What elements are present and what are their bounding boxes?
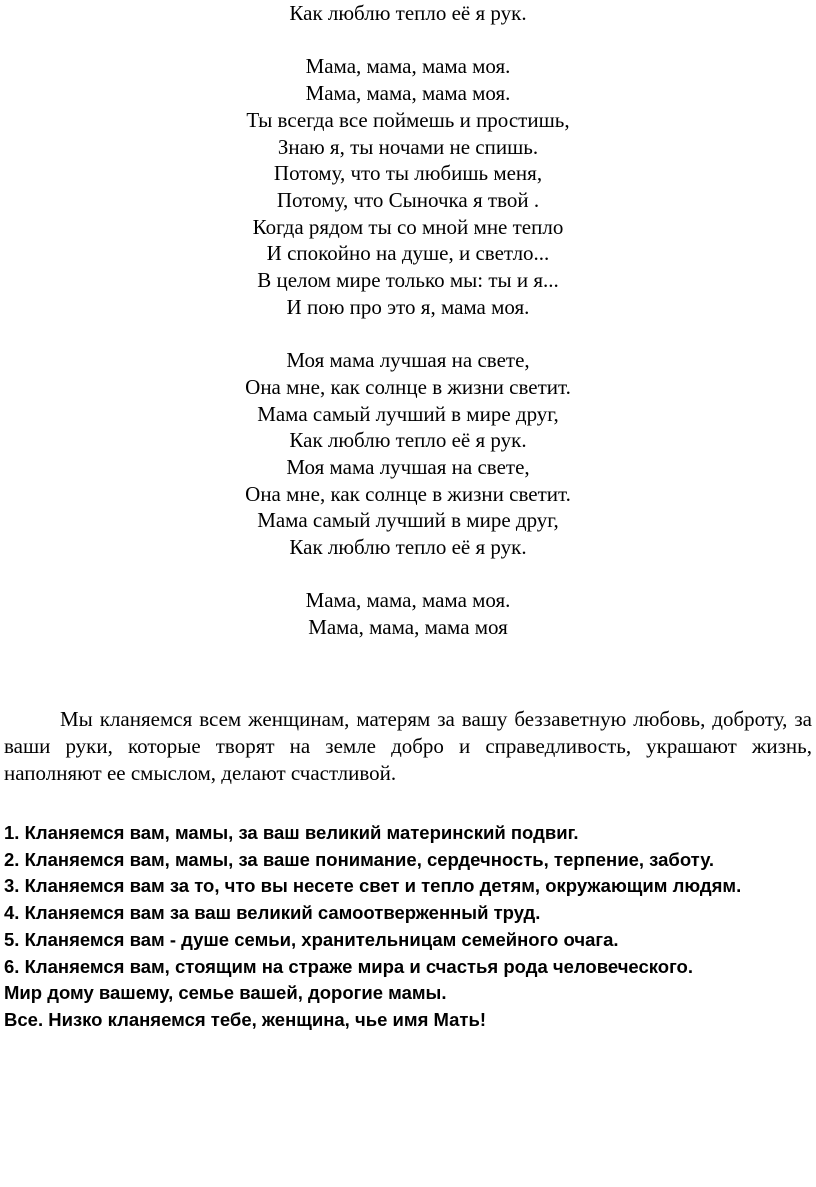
poem-line: Моя мама лучшая на свете, bbox=[286, 348, 530, 373]
poem-line: Знаю я, ты ночами не спишь. bbox=[277, 134, 539, 159]
list-item: 2. Кланяемся вам, мамы, за ваше понимание, сердечность, терпение, заботу. bbox=[4, 848, 714, 870]
list-item: 5. Кланяемся вам - душе семьи, хранительницам семейного очага. bbox=[4, 928, 619, 950]
closing-line: Мир дому вашему, семье вашей, дорогие мамы. bbox=[4, 982, 447, 1004]
poem-line: Она мне, как солнце в жизни светит. bbox=[245, 481, 571, 506]
poem-line: Как люблю тепло её я рук. bbox=[289, 1, 527, 25]
poem-line: Мама, мама, мама моя. bbox=[305, 54, 511, 79]
closing-line: Все. Низко кланяемся тебе, женщина, чье имя Мать! bbox=[4, 1008, 487, 1030]
poem-line: Ты всегда все поймешь и простишь, bbox=[246, 107, 570, 132]
list-item: 3. Кланяемся вам за то, что вы несете свет и тепло детям, окружающим людям. bbox=[4, 875, 742, 897]
poem-line: Когда рядом ты со мной мне тепло bbox=[252, 214, 564, 239]
poem-line: Как люблю тепло её я рук. bbox=[289, 535, 527, 560]
poem-line: Моя мама лучшая на свете, bbox=[286, 454, 530, 479]
poem-line: Мама, мама, мама моя. bbox=[305, 588, 511, 613]
poem-line: Мама самый лучший в мире друг, bbox=[257, 401, 559, 426]
poem-line: И пою про это я, мама моя. bbox=[286, 294, 530, 319]
list-item: 6. Кланяемся вам, стоящим на страже мира и счастья рода человеческого. bbox=[4, 955, 693, 977]
tribute-list bbox=[4, 820, 812, 1034]
poem-line: Мама, мама, мама моя bbox=[308, 615, 508, 640]
poem-stanza-1 bbox=[0, 0, 816, 27]
poem-line: Потому, что ты любишь меня, bbox=[273, 161, 543, 186]
poem-line: Она мне, как солнце в жизни светит. bbox=[245, 374, 571, 399]
poem-stanza-2 bbox=[0, 53, 816, 320]
list-item: 4. Кланяемся вам за ваш великий самоотверженный труд. bbox=[4, 902, 541, 924]
poem-line: Мама самый лучший в мире друг, bbox=[257, 508, 559, 533]
list-item: 1. Кланяемся вам, мамы, за ваш великий материнский подвиг. bbox=[4, 822, 579, 843]
poem-line: И спокойно на душе, и светло... bbox=[266, 241, 550, 266]
dedication-paragraph: Мы кланяемся всем женщинам, матерям за вашу беззаветную любовь, доброту, за ваши руки, которые творят на земле добро и справедливость, украшают жизнь, наполняют ее смыслом, делают счастливой. bbox=[4, 707, 812, 785]
poem-line: Мама, мама, мама моя. bbox=[305, 81, 511, 106]
poem-line: Как люблю тепло её я рук. bbox=[289, 428, 527, 453]
poem-line: Потому, что Сыночка я твой . bbox=[276, 187, 540, 212]
poem-stanza-3 bbox=[0, 347, 816, 561]
poem-line: В целом мире только мы: ты и я... bbox=[257, 268, 559, 293]
poem-stanza-4 bbox=[0, 587, 816, 640]
